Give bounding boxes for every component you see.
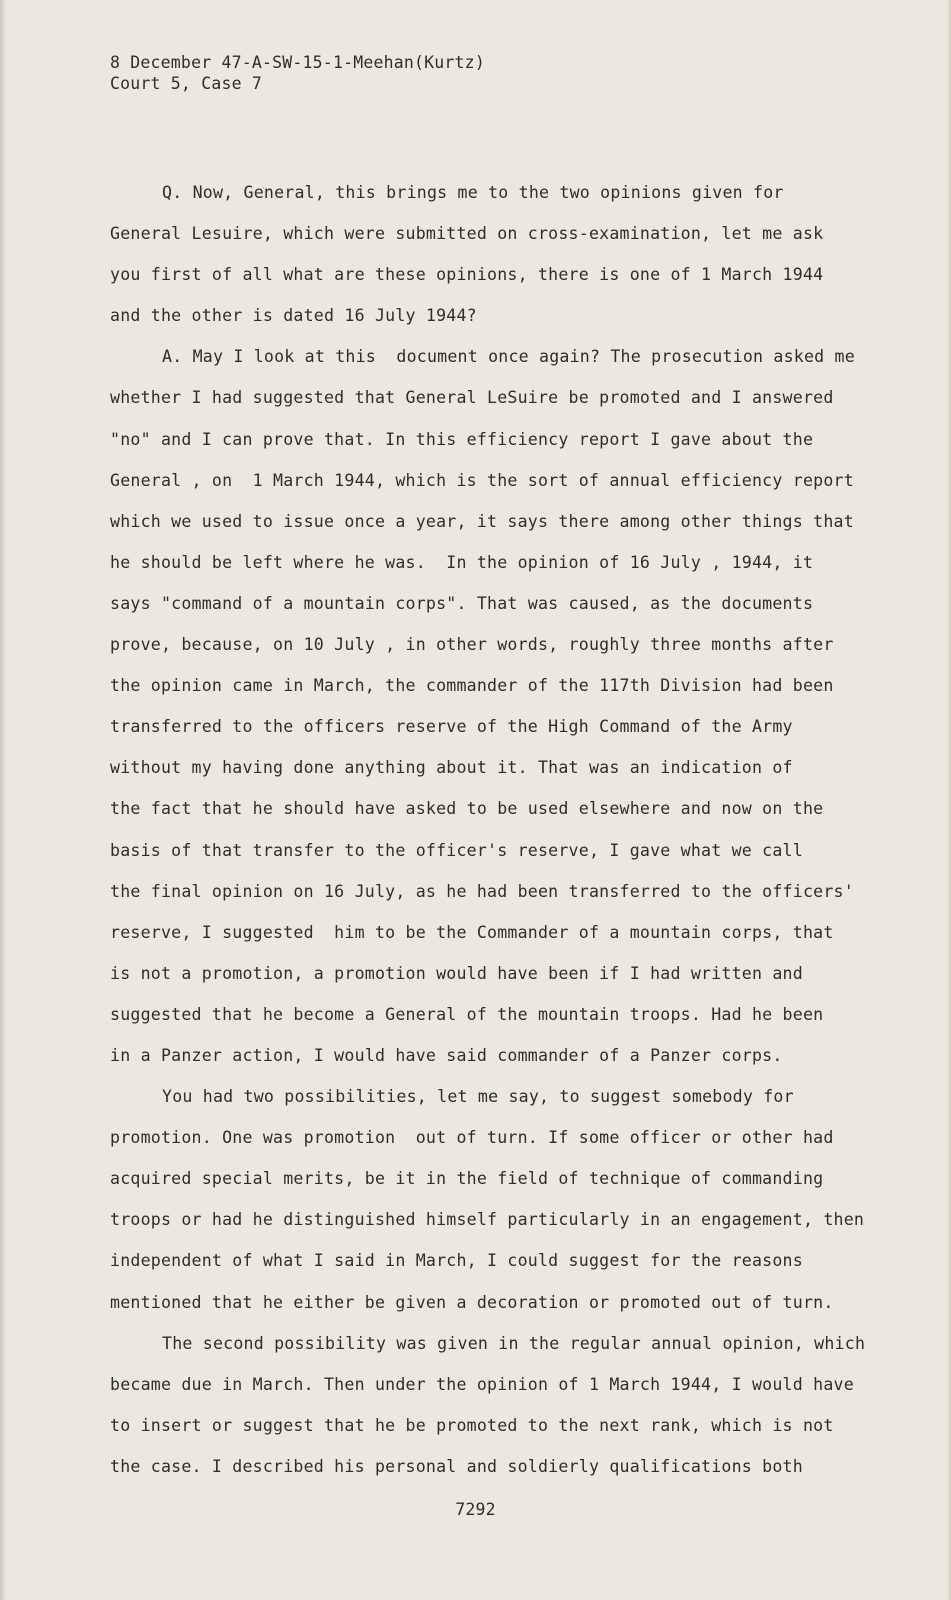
transcript-line: you first of all what are these opinions, there is one of 1 March 1944: [110, 265, 824, 285]
transcript-line: the final opinion on 16 July, as he had been transferred to the officers': [110, 881, 854, 901]
transcript-line: acquired special merits, be it in the field of technique of commanding: [110, 1169, 824, 1189]
transcript-line: and the other is dated 16 July 1944?: [110, 306, 477, 326]
transcript-line: You had two possibilities, let me say, to suggest somebody for: [162, 1087, 794, 1107]
transcript-line: mentioned that he either be given a decoration or promoted out of turn.: [110, 1292, 834, 1312]
transcript-line: reserve, I suggested him to be the Commander of a mountain corps, that: [110, 922, 834, 942]
transcript-line: independent of what I said in March, I could suggest for the reasons: [110, 1251, 803, 1271]
transcript-line: he should be left where he was. In the opinion of 16 July , 1944, it: [110, 552, 814, 572]
transcript-line: whether I had suggested that General LeSuire be promoted and I answered: [110, 388, 834, 408]
transcript-line: which we used to issue once a year, it says there among other things that: [110, 511, 854, 531]
transcript-line: in a Panzer action, I would have said commander of a Panzer corps.: [110, 1045, 783, 1065]
transcript-line: prove, because, on 10 July , in other words, roughly three months after: [110, 635, 834, 655]
transcript-line: the case. I described his personal and soldierly qualifications both: [110, 1456, 803, 1476]
document-header: [110, 52, 485, 94]
transcript-line: General , on 1 March 1944, which is the sort of annual efficiency report: [110, 470, 854, 490]
header-file-reference: 8 December 47-A-SW-15-1-Meehan(Kurtz): [110, 53, 485, 72]
transcript-body: [110, 172, 890, 1487]
header-court-case: Court 5, Case 7: [110, 74, 263, 93]
page-number: 7292: [455, 1500, 496, 1519]
transcript-line: is not a promotion, a promotion would have been if I had written and: [110, 963, 803, 983]
transcript-line: to insert or suggest that he be promoted to the next rank, which is not: [110, 1415, 834, 1435]
transcript-line: General Lesuire, which were submitted on cross-examination, let me ask: [110, 224, 824, 244]
transcript-line: promotion. One was promotion out of turn. If some officer or other had: [110, 1128, 834, 1148]
transcript-line: the fact that he should have asked to be used elsewhere and now on the: [110, 799, 824, 819]
transcript-line: "no" and I can prove that. In this efficiency report I gave about the: [110, 429, 814, 449]
transcript-line: suggested that he become a General of the mountain troops. Had he been: [110, 1004, 824, 1024]
transcript-line: The second possibility was given in the regular annual opinion, which: [162, 1333, 866, 1353]
transcript-line: basis of that transfer to the officer's reserve, I gave what we call: [110, 840, 803, 860]
transcript-line: troops or had he distinguished himself particularly in an engagement, then: [110, 1210, 865, 1230]
transcript-line: the opinion came in March, the commander of the 117th Division had been: [110, 676, 834, 696]
transcript-line: A. May I look at this document once again? The prosecution asked me: [162, 347, 855, 367]
transcript-line: became due in March. Then under the opinion of 1 March 1944, I would have: [110, 1374, 854, 1394]
transcript-line: transferred to the officers reserve of the High Command of the Army: [110, 717, 793, 737]
transcript-line: Q. Now, General, this brings me to the two opinions given for: [162, 183, 784, 202]
transcript-line: says "command of a mountain corps". That was caused, as the documents: [110, 593, 814, 613]
transcript-line: without my having done anything about it. That was an indication of: [110, 758, 793, 778]
